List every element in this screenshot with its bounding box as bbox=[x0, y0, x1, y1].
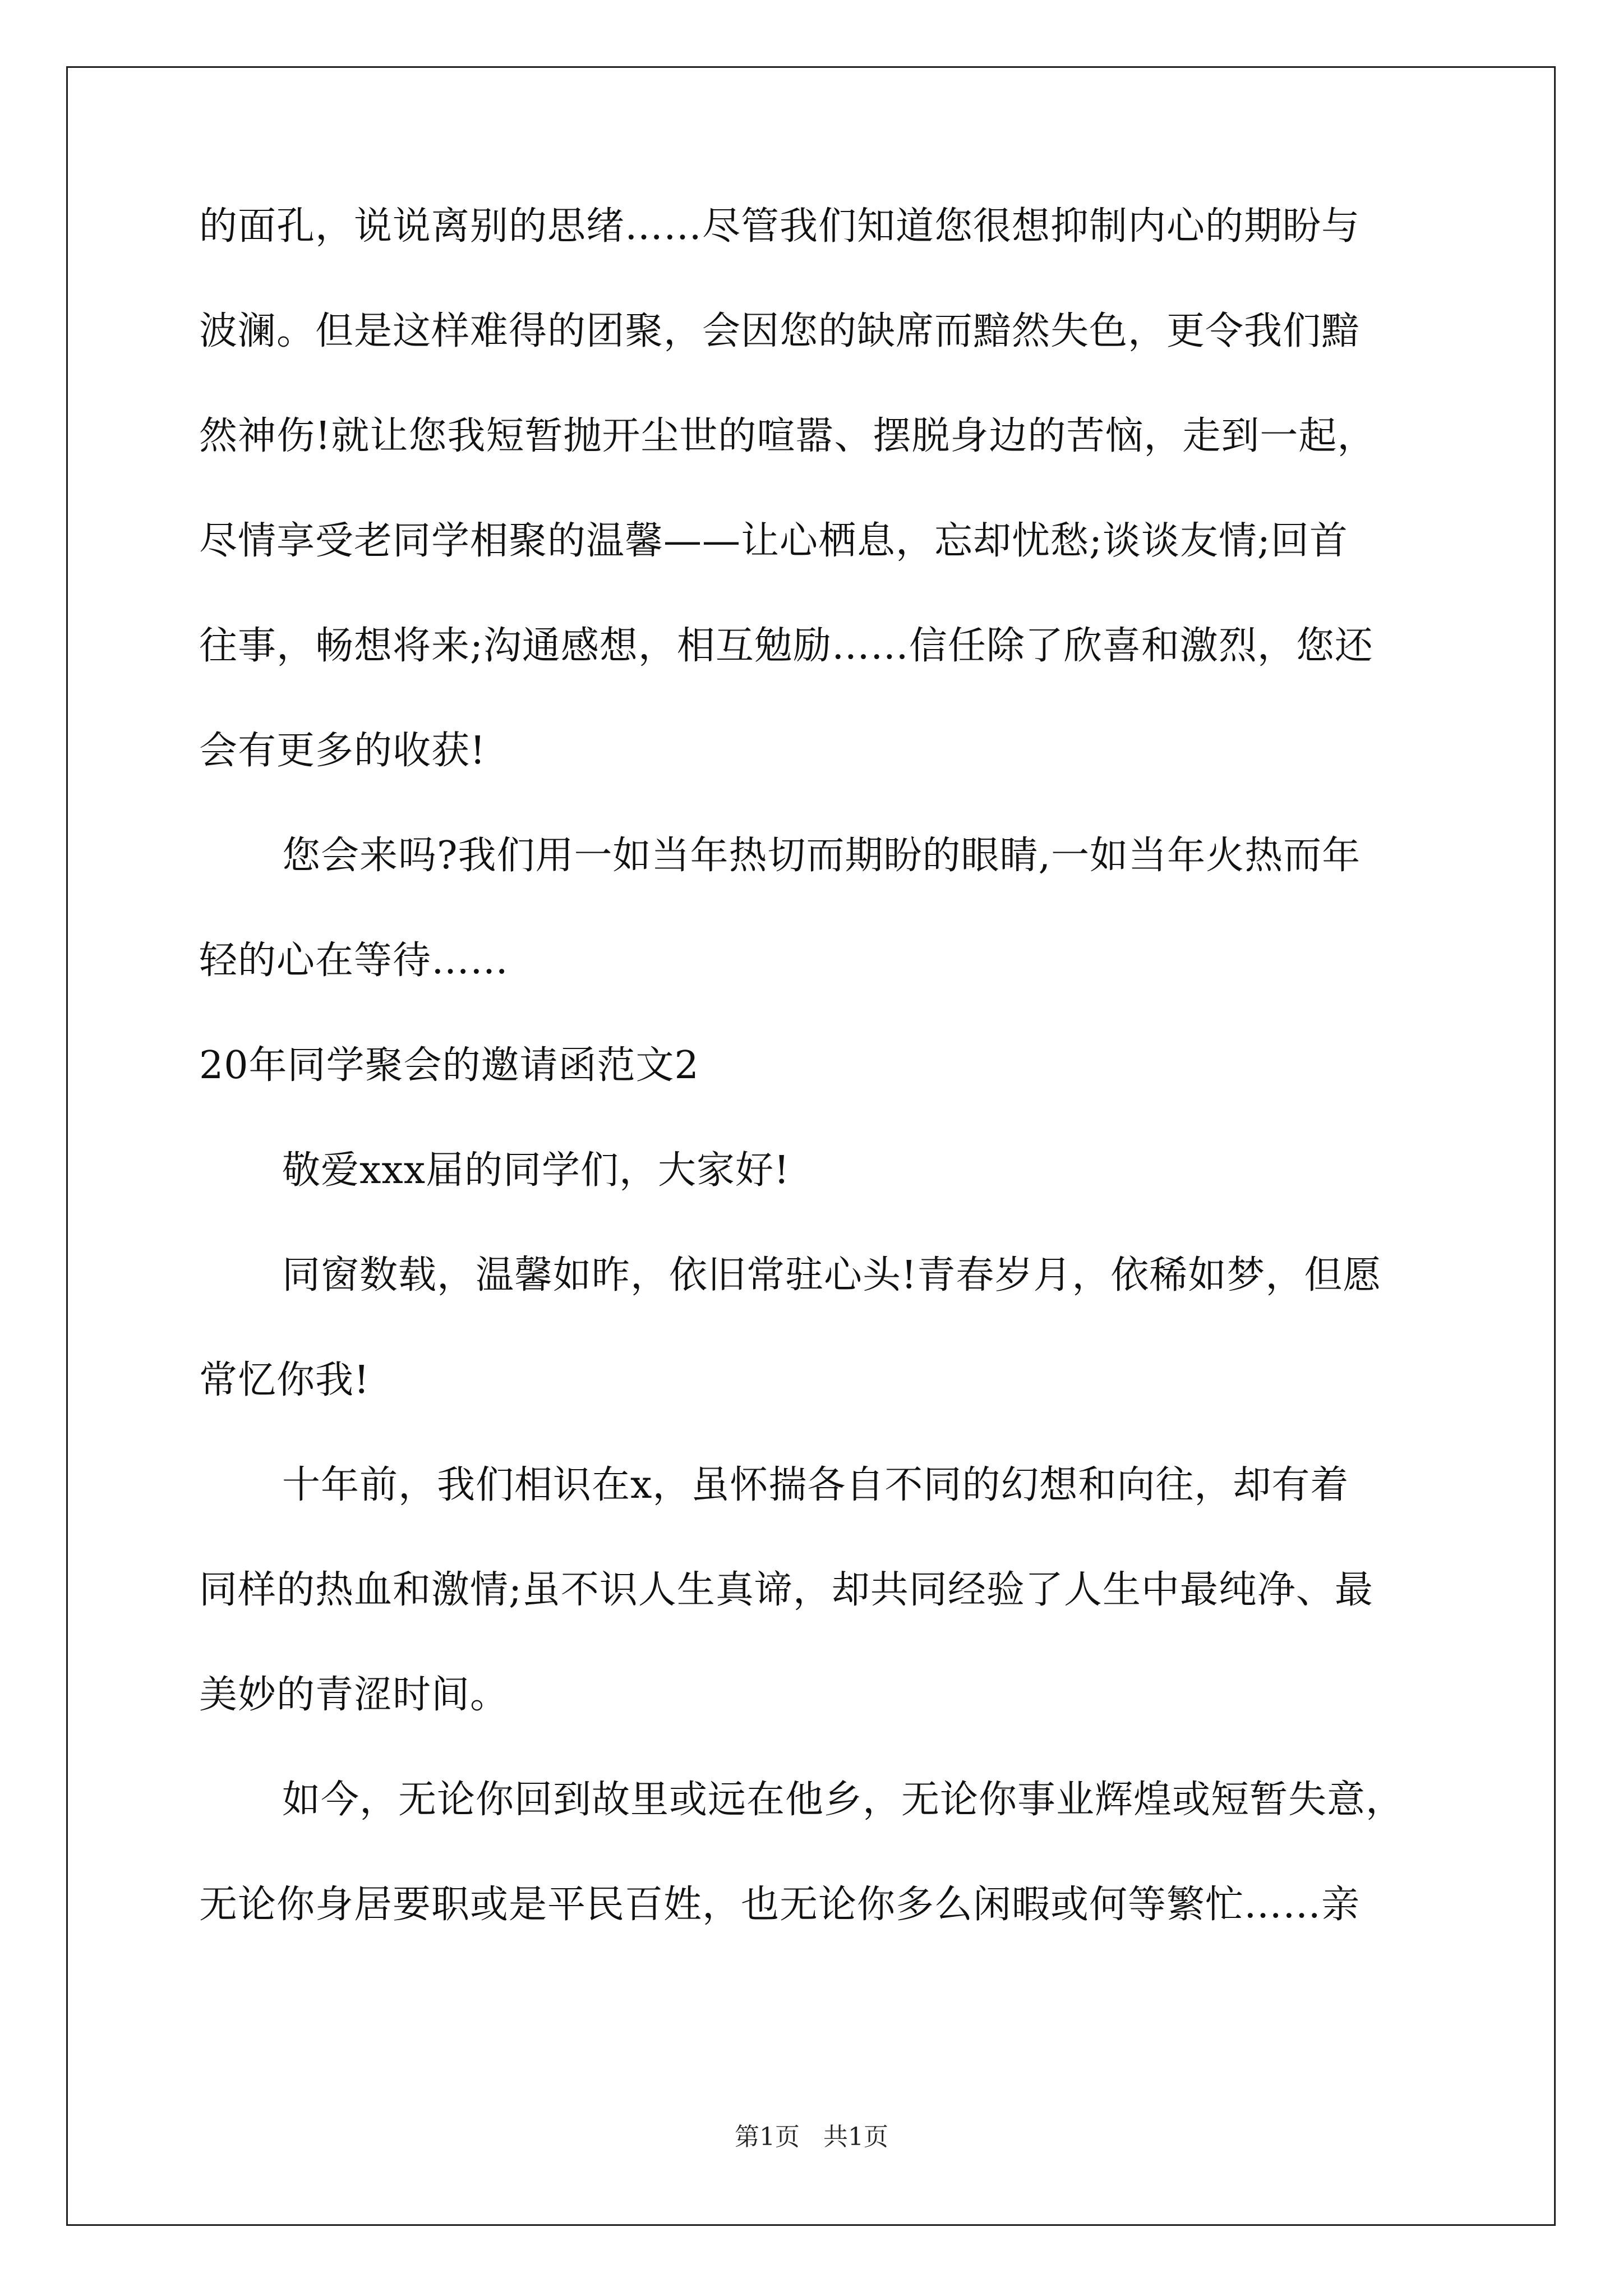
paragraph-line: 您会来吗?我们用一如当年热切而期盼的眼睛,一如当年火热而年 bbox=[282, 834, 1361, 878]
paragraph-line: 同样的热血和激情;虽不识人生真谛，却共同经验了人生中最纯净、最 bbox=[199, 1568, 1373, 1612]
paragraph-line: 然神伤!就让您我短暂抛开尘世的喧嚣、摆脱身边的苦恼，走到一起， bbox=[199, 414, 1376, 458]
paragraph-line: 美妙的青涩时间。 bbox=[199, 1673, 509, 1717]
paragraph-line: 会有更多的收获! bbox=[199, 729, 486, 773]
greeting-line: 敬爱xxx届的同学们，大家好! bbox=[282, 1148, 790, 1193]
paragraph-line: 无论你身居要职或是平民百姓，也无论你多么闲暇或何等繁忙……亲 bbox=[199, 1883, 1361, 1927]
paragraph-line: 往事，畅想将来;沟通感想，相互勉励……信任除了欣喜和激烈，您还 bbox=[199, 624, 1373, 668]
paragraph-line: 同窗数载，温馨如昨，依旧常驻心头!青春岁月，依稀如梦，但愿 bbox=[282, 1253, 1382, 1297]
paragraph-line: 如今，无论你回到故里或远在他乡，无论你事业辉煌或短暂失意， bbox=[282, 1778, 1405, 1822]
section-heading: 20年同学聚会的邀请函范文2 bbox=[199, 1043, 699, 1088]
paragraph-line: 尽情享受老同学相聚的温馨——让心栖息，忘却忧愁;谈谈友情;回首 bbox=[199, 519, 1348, 563]
paragraph-line: 轻的心在等待…… bbox=[199, 938, 509, 983]
page-footer: 第1页 共1页 bbox=[735, 2123, 888, 2151]
paragraph-line: 的面孔，说说离别的思绪……尽管我们知道您很想抑制内心的期盼与 bbox=[199, 204, 1361, 249]
paragraph-line: 常忆你我! bbox=[199, 1358, 370, 1402]
paragraph-line: 波澜。但是这样难得的团聚，会因您的缺席而黯然失色，更令我们黯 bbox=[199, 309, 1361, 353]
paragraph-line: 十年前，我们相识在x，虽怀揣各自不同的幻想和向往，却有着 bbox=[282, 1463, 1349, 1507]
